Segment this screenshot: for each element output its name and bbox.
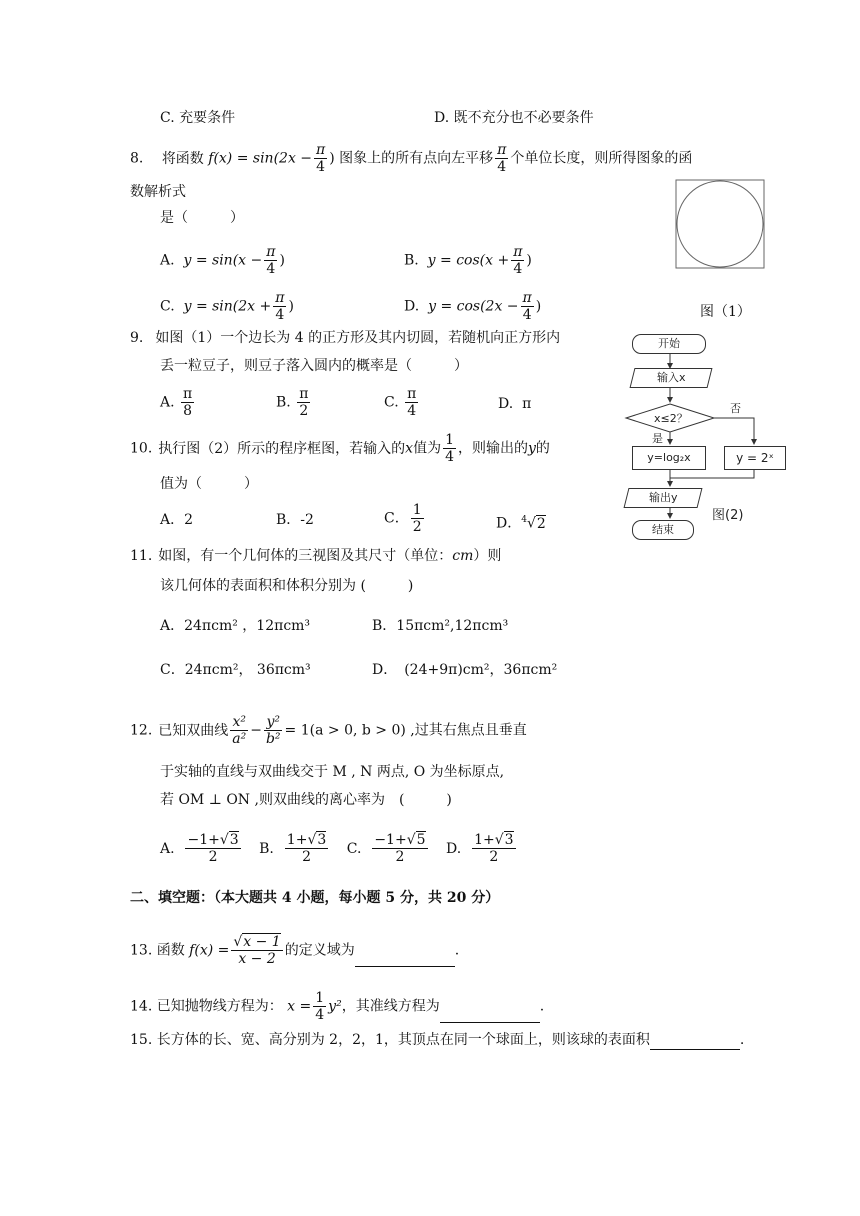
q9-option-d: D. π [498, 396, 532, 412]
q12-stem-line2: 于实轴的直线与双曲线交于 M , N 两点, O 为坐标原点, [160, 764, 505, 780]
q12-option-d: D. $\frac{1+√3}{2}$ [445, 832, 514, 865]
q11-option-c: C．24πcm²， 36πcm³ [160, 662, 311, 678]
q14-answer-blank[interactable] [440, 1006, 540, 1023]
section-2-heading: 二、填空题：（本大题共 4 小题，每小题 5 分，共 20 分） [130, 890, 500, 906]
q15-answer-blank[interactable] [650, 1033, 740, 1050]
q8-stem-line2: 数解析式 [130, 184, 186, 200]
q11-option-d: D． (24+9π)cm²，36πcm² [372, 662, 558, 678]
q12-option-c: C. $\frac{-1+√5}{2}$ [346, 832, 426, 865]
q10-option-c: C． $\frac{1}{2}$ [384, 502, 422, 535]
q7-option-c: C. 充要条件 [160, 110, 236, 126]
flowchart-output: 输出y [624, 488, 703, 508]
q9-stem: 9. 如图（1）一个边长为 4 的正方形及其内切圆，若随机向正方形内 [130, 330, 561, 346]
flowchart-log-box: y=log₂x [632, 446, 706, 470]
q8-stem: 8. 将函数 f(x) = sin(2x − $\frac{\pi}{4}$ ) 图象上的所有点向左平移 $\frac{\pi}{4}$ 个单位长度，则所得图象的函 [130, 142, 693, 175]
arrow-cond-no [714, 418, 754, 444]
flowchart-end: 结束 [632, 520, 694, 540]
flowchart-exp-box: y = 2ˣ [724, 446, 786, 470]
q12-option-a: A. $\frac{-1+√3}{2}$ [160, 832, 239, 865]
q10-option-b: B．-2 [276, 512, 314, 528]
q8-stem-line3: 是（ ） [160, 210, 244, 226]
q11-option-a: A．24πcm² ，12πcm³ [160, 618, 311, 634]
flowchart-start: 开始 [632, 334, 706, 354]
q10-option-d: D．$^4$√2 [496, 515, 546, 532]
q10-stem-line2: 值为（ ） [160, 476, 258, 492]
q7-option-d: D. 既不充分也不必要条件 [434, 110, 594, 126]
q13-answer-blank[interactable] [355, 950, 455, 967]
flowchart-input: 输入x [630, 368, 713, 388]
q8-option-b: B. y = cos(x + $\frac{\pi}{4}$ ) [404, 244, 532, 277]
q10-stem: 10. 执行图（2）所示的程序框图，若输入的x值为 $\frac{1}{4}$ ，则输出的y的 [130, 432, 550, 465]
q8-option-c: C. y = sin(2x + $\frac{\pi}{4}$ ) [160, 290, 294, 323]
q12-stem-line3: 若 OM ⊥ ON ,则双曲线的离心率为 ( ) [160, 792, 452, 808]
figure-2-flowchart-lines [616, 330, 786, 545]
q12-options [160, 832, 518, 865]
fraction: $\frac{\pi}{4}$ [316, 142, 326, 175]
question-number: 8. [130, 150, 144, 167]
q12-option-b: B. $\frac{1+√3}{2}$ [259, 832, 327, 865]
q14-stem: 14. 已知抛物线方程为： x = $\frac{1}{4}$ y²，其准线方程为 . [130, 990, 545, 1023]
q12-stem: 12. 已知双曲线 $\frac{\text{x²}}{\text{a²}}$ − $\frac{\text{y²}}{\text{b²}}$ = 1(a > 0, b > 0) ,过其右焦点且垂直 [130, 714, 527, 747]
q9-option-c: C. $\frac{\pi}{4}$ [384, 386, 417, 419]
q9-stem-line2: 丢一粒豆子，则豆子落入圆内的概率是（ ） [160, 358, 468, 374]
q13-stem: 13. 函数 f(x) = $\frac{√x - 1}{x - 2}$ 的定义域为 . [130, 934, 460, 967]
flowchart-cond: x≤2？ [654, 412, 688, 425]
figure-1-square-circle [674, 178, 766, 270]
q11-stem: 11. 如图，有一个几何体的三视图及其尺寸（单位：cm）则 [130, 548, 502, 564]
flowchart-yes-label: 是 [652, 432, 663, 445]
q8-option-d: D. y = cos(2x − $\frac{\pi}{4}$ ) [404, 290, 542, 323]
inscribed-circle [677, 181, 763, 267]
arrow-right-merge [670, 470, 754, 478]
q8-option-a: A. y = sin(x − $\frac{\pi}{4}$ ) [160, 244, 285, 277]
square [676, 180, 764, 268]
q15-stem: 15. 长方体的长、宽、高分别为 2，2，1，其顶点在同一个球面上，则该球的表面积 . [130, 1032, 745, 1048]
figure-2-caption: 图(2) [712, 508, 744, 523]
q9-option-b: B. $\frac{\pi}{2}$ [276, 386, 309, 419]
q10-option-a: A．2 [160, 512, 194, 528]
figure-1-caption: 图（1） [700, 304, 751, 320]
fraction: $\frac{\pi}{4}$ [497, 142, 507, 175]
flowchart-no-label: 否 [730, 402, 741, 415]
q11-option-b: B．15πcm²,12πcm³ [372, 618, 509, 634]
q11-stem-line2: 该几何体的表面积和体积分别为 ( ) [160, 578, 414, 594]
q9-option-a: A. $\frac{\pi}{8}$ [160, 386, 193, 419]
